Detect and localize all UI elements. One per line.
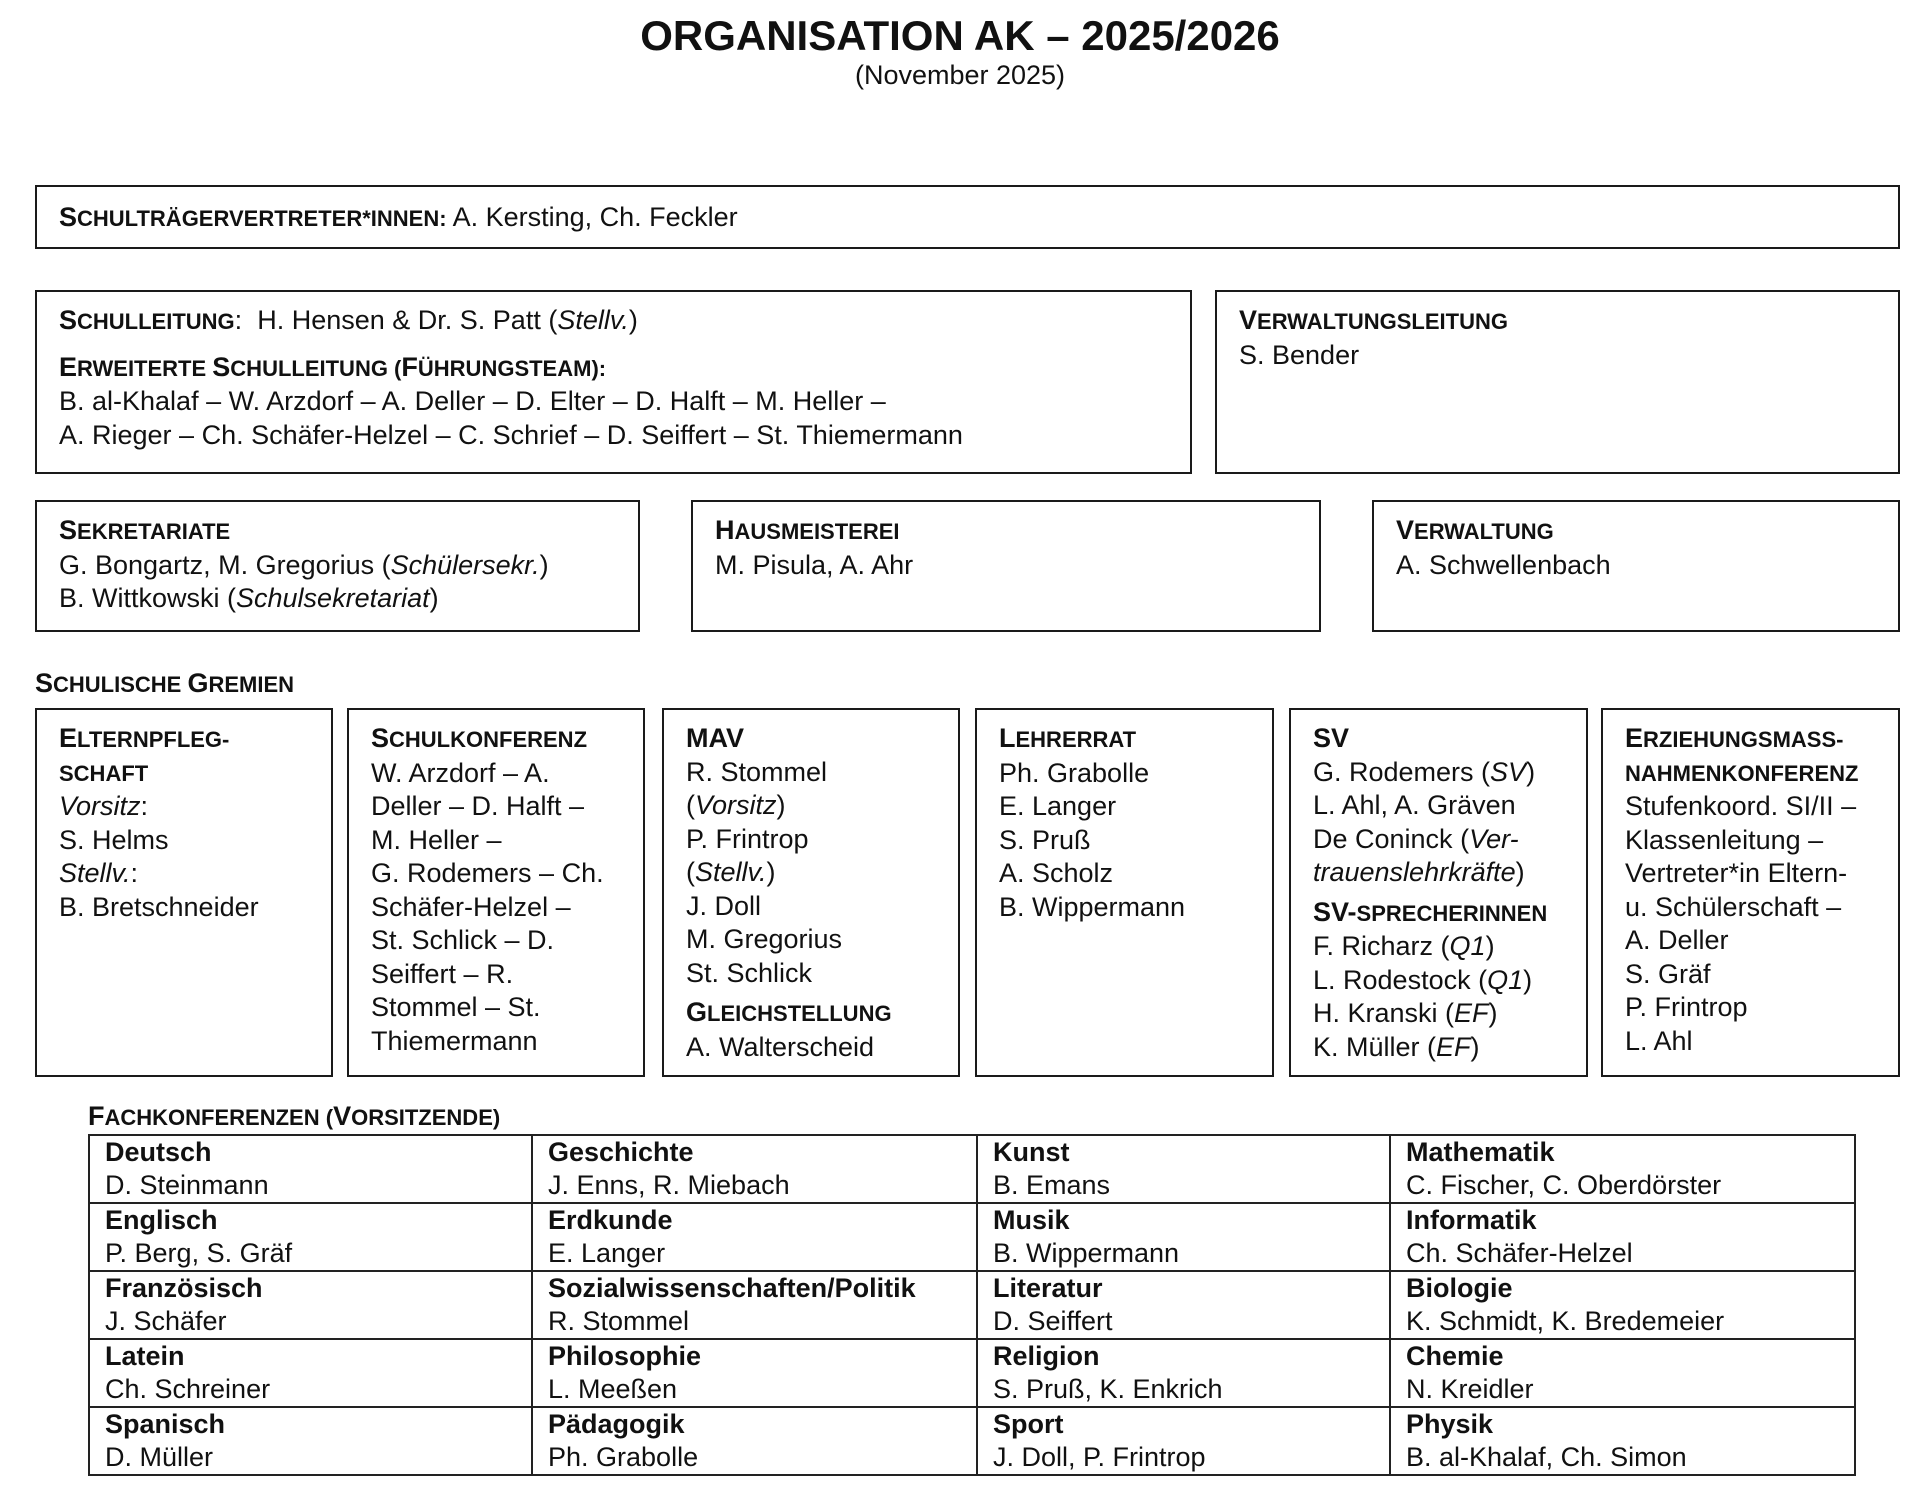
sv-member: De Coninck (Ver- xyxy=(1313,823,1519,854)
table-cell xyxy=(977,1339,1390,1407)
lehrerrat-box xyxy=(975,708,1274,1077)
subject-name: Sport xyxy=(993,1409,1064,1439)
subject-name: Philosophie xyxy=(548,1341,702,1371)
elternpflegschaft-label: ELTERNPFLEG- SCHAFT xyxy=(59,723,230,786)
verwaltung-names: A. Schwellenbach xyxy=(1396,549,1611,580)
chair-names: E. Langer xyxy=(548,1238,666,1268)
erziehung-line: L. Ahl xyxy=(1625,1025,1693,1056)
schulleitung-box xyxy=(35,290,1192,474)
schulkonferenz-member-line: Stommel – St. xyxy=(371,992,541,1022)
erziehung-line: P. Frintrop xyxy=(1625,992,1748,1022)
erziehung-line: S. Gräf xyxy=(1625,958,1711,989)
schulkonferenz-box xyxy=(347,708,645,1077)
sekretariate-line1: G. Bongartz, M. Gregorius (Schülersekr.) xyxy=(59,549,549,580)
table-cell xyxy=(532,1339,977,1407)
sv-member: trauenslehrkräfte) xyxy=(1313,857,1525,887)
subject-name: Chemie xyxy=(1406,1341,1504,1371)
schultraeger-names: A. Kersting, Ch. Feckler xyxy=(452,202,738,232)
table-row xyxy=(89,1407,1855,1475)
schultraeger-box xyxy=(35,185,1900,249)
table-cell xyxy=(532,1407,977,1475)
verwaltungsleitung-label: VERWALTUNGSLEITUNG xyxy=(1239,305,1508,335)
verwaltungsleitung-box xyxy=(1215,290,1900,474)
stellv-label: Stellv.: xyxy=(59,858,139,888)
vorsitz-name: S. Helms xyxy=(59,824,169,855)
fachkonferenzen-table xyxy=(88,1134,1856,1476)
lehrerrat-member: B. Wippermann xyxy=(999,891,1186,922)
mav-role: (Vorsitz) xyxy=(686,790,786,820)
erziehung-line: u. Schülerschaft – xyxy=(1625,891,1842,922)
table-cell xyxy=(89,1203,532,1271)
table-cell xyxy=(1390,1339,1855,1407)
schulleitung-line: SCHULLEITUNG: H. Hensen & Dr. S. Patt (Stellv.) xyxy=(59,305,638,335)
hausmeisterei-label: HAUSMEISTEREI xyxy=(715,515,900,545)
subject-name: Spanisch xyxy=(105,1409,226,1439)
schulkonferenz-member-line: Deller – D. Halft – xyxy=(371,791,585,821)
schulkonferenz-label: SCHULKONFERENZ xyxy=(371,723,588,753)
gleichstellung-label: GLEICHSTELLUNG xyxy=(686,997,892,1027)
table-cell xyxy=(977,1407,1390,1475)
table-cell xyxy=(1390,1135,1855,1203)
lehrerrat-member: S. Pruß xyxy=(999,824,1091,855)
subject-name: Deutsch xyxy=(105,1137,212,1167)
erweiterte-schulleitung-members-line1: B. al-Khalaf – W. Arzdorf – A. Deller – D. Elter – D. Halft – M. Heller – xyxy=(59,386,886,416)
page-subtitle-date: (November 2025) xyxy=(854,60,1066,90)
erziehung-line: Klassenleitung – xyxy=(1625,824,1824,855)
table-cell xyxy=(532,1271,977,1339)
fachkonferenzen-heading: FACHKONFERENZEN (VORSITZENDE) xyxy=(88,1101,501,1131)
chair-names: S. Pruß, K. Enkrich xyxy=(993,1374,1223,1404)
subject-name: Englisch xyxy=(105,1205,218,1235)
table-row xyxy=(89,1203,1855,1271)
mav-member: J. Doll xyxy=(686,890,762,921)
hausmeisterei-box xyxy=(691,500,1321,632)
erziehung-line: A. Deller xyxy=(1625,925,1729,955)
page-title: ORGANISATION AK – 2025/2026 xyxy=(640,12,1280,59)
table-cell xyxy=(89,1407,532,1475)
subject-name: Mathematik xyxy=(1406,1137,1555,1167)
schulische-gremien-heading: SCHULISCHE GREMIEN xyxy=(35,668,295,698)
sv-sprecher: H. Kranski (EF) xyxy=(1313,998,1498,1028)
lehrerrat-member: Ph. Grabolle xyxy=(999,757,1150,788)
lehrerrat-member: E. Langer xyxy=(999,791,1117,821)
table-cell xyxy=(1390,1407,1855,1475)
chair-names: J. Enns, R. Miebach xyxy=(548,1170,790,1200)
chair-names: C. Fischer, C. Oberdörster xyxy=(1406,1170,1722,1200)
subject-name: Kunst xyxy=(993,1137,1070,1167)
chair-names: D. Steinmann xyxy=(105,1170,269,1200)
chair-names: B. Wippermann xyxy=(993,1238,1180,1268)
chair-names: N. Kreidler xyxy=(1406,1374,1534,1404)
verwaltung-label: VERWALTUNG xyxy=(1396,515,1554,545)
sekretariate-line2: B. Wittkowski (Schulsekretariat) xyxy=(59,583,439,613)
verwaltung-box xyxy=(1372,500,1900,632)
chair-names: Ch. Schreiner xyxy=(105,1374,271,1404)
erziehung-line: Vertreter*in Eltern- xyxy=(1625,858,1848,888)
subject-name: Musik xyxy=(993,1205,1070,1235)
schulkonferenz-member-line: M. Heller – xyxy=(371,824,502,855)
mav-member: St. Schlick xyxy=(686,957,813,988)
stellv-name: B. Bretschneider xyxy=(59,891,259,922)
vorsitz-label: Vorsitz: xyxy=(59,791,149,821)
schulkonferenz-member-line: W. Arzdorf – A. xyxy=(371,757,550,788)
sv-sprecher: L. Rodestock (Q1) xyxy=(1313,964,1533,995)
chair-names: K. Schmidt, K. Bredemeier xyxy=(1406,1306,1725,1336)
table-cell xyxy=(89,1135,532,1203)
mav-box xyxy=(662,708,960,1077)
subject-name: Literatur xyxy=(993,1273,1103,1303)
table-cell xyxy=(89,1271,532,1339)
table-row xyxy=(89,1271,1855,1339)
table-cell xyxy=(977,1271,1390,1339)
sv-box xyxy=(1289,708,1588,1077)
table-cell xyxy=(977,1135,1390,1203)
schulleitung-label: SCHULLEITUNG xyxy=(59,305,235,335)
subject-name: Latein xyxy=(105,1341,185,1371)
table-row xyxy=(89,1135,1855,1203)
verwaltungsleitung-names: S. Bender xyxy=(1239,339,1360,370)
chair-names: J. Schäfer xyxy=(105,1306,227,1336)
lehrerrat-label: LEHRERRAT xyxy=(999,723,1137,753)
schulleitung-names: H. Hensen & Dr. S. Patt (Stellv.) xyxy=(257,305,638,335)
sv-label: SV xyxy=(1313,723,1350,753)
erziehungsmassnahmenkonferenz-box xyxy=(1601,708,1900,1077)
sv-member: G. Rodemers (SV) xyxy=(1313,756,1536,787)
chair-names: R. Stommel xyxy=(548,1306,690,1336)
mav-member: R. Stommel xyxy=(686,756,828,787)
erziehung-line: Stufenkoord. SI/II – xyxy=(1625,791,1857,821)
subject-name: Biologie xyxy=(1406,1273,1513,1303)
mav-member: P. Frintrop xyxy=(686,823,809,854)
erweiterte-schulleitung-members-line2: A. Rieger – Ch. Schäfer-Helzel – C. Schrief – D. Seiffert – St. Thiemermann xyxy=(59,419,963,450)
chair-names: P. Berg, S. Gräf xyxy=(105,1238,293,1268)
sv-sprecherinnen-label: SV-SPRECHERINNEN xyxy=(1313,896,1548,927)
subject-name: Sozialwissenschaften/Politik xyxy=(548,1273,916,1303)
chair-names: D. Seiffert xyxy=(993,1306,1113,1336)
sv-member: L. Ahl, A. Gräven xyxy=(1313,790,1516,820)
schulkonferenz-member-line: Seiffert – R. xyxy=(371,958,514,989)
erziehungsmassnahmenkonferenz-label: ERZIEHUNGSMASS- NAHMENKONFERENZ xyxy=(1625,723,1859,786)
table-cell xyxy=(977,1203,1390,1271)
schulkonferenz-member-line: Thiemermann xyxy=(371,1025,538,1056)
sv-sprecher: K. Müller (EF) xyxy=(1313,1031,1480,1062)
table-cell xyxy=(1390,1271,1855,1339)
table-cell xyxy=(1390,1203,1855,1271)
elternpflegschaft-box xyxy=(35,708,333,1077)
schultraeger-label: SCHULTRÄGERVERTRETER*INNEN: xyxy=(59,202,447,232)
table-cell xyxy=(89,1339,532,1407)
chair-names: Ch. Schäfer-Helzel xyxy=(1406,1238,1633,1268)
mav-label: MAV xyxy=(686,723,744,753)
table-cell xyxy=(532,1203,977,1271)
subject-name: Pädagogik xyxy=(548,1409,685,1439)
erweiterte-schulleitung-label: ERWEITERTE SCHULLEITUNG (FÜHRUNGSTEAM): xyxy=(59,351,607,382)
chair-names: B. al-Khalaf, Ch. Simon xyxy=(1406,1442,1687,1472)
mav-role: (Stellv.) xyxy=(686,857,776,887)
sekretariate-box xyxy=(35,500,640,632)
subject-name: Physik xyxy=(1406,1409,1494,1439)
lehrerrat-member: A. Scholz xyxy=(999,858,1114,888)
subject-name: Erdkunde xyxy=(548,1205,673,1235)
sv-sprecher: F. Richarz (Q1) xyxy=(1313,931,1495,961)
subject-name: Religion xyxy=(993,1341,1100,1371)
schulkonferenz-member-line: G. Rodemers – Ch. xyxy=(371,858,604,888)
table-row xyxy=(89,1339,1855,1407)
hausmeisterei-names: M. Pisula, A. Ahr xyxy=(715,549,914,580)
subject-name: Französisch xyxy=(105,1273,263,1303)
subject-name: Geschichte xyxy=(548,1137,694,1167)
chair-names: J. Doll, P. Frintrop xyxy=(993,1442,1206,1472)
subject-name: Informatik xyxy=(1406,1205,1537,1235)
chair-names: Ph. Grabolle xyxy=(548,1442,699,1472)
chair-names: L. Meeßen xyxy=(548,1374,678,1404)
chair-names: B. Emans xyxy=(993,1170,1111,1200)
table-cell xyxy=(532,1135,977,1203)
sekretariate-label: SEKRETARIATE xyxy=(59,515,231,545)
mav-member: M. Gregorius xyxy=(686,924,843,954)
chair-names: D. Müller xyxy=(105,1442,214,1472)
schulkonferenz-member-line: St. Schlick – D. xyxy=(371,925,555,955)
schulkonferenz-member-line: Schäfer-Helzel – xyxy=(371,891,571,922)
gleichstellung-name: A. Walterscheid xyxy=(686,1031,875,1062)
